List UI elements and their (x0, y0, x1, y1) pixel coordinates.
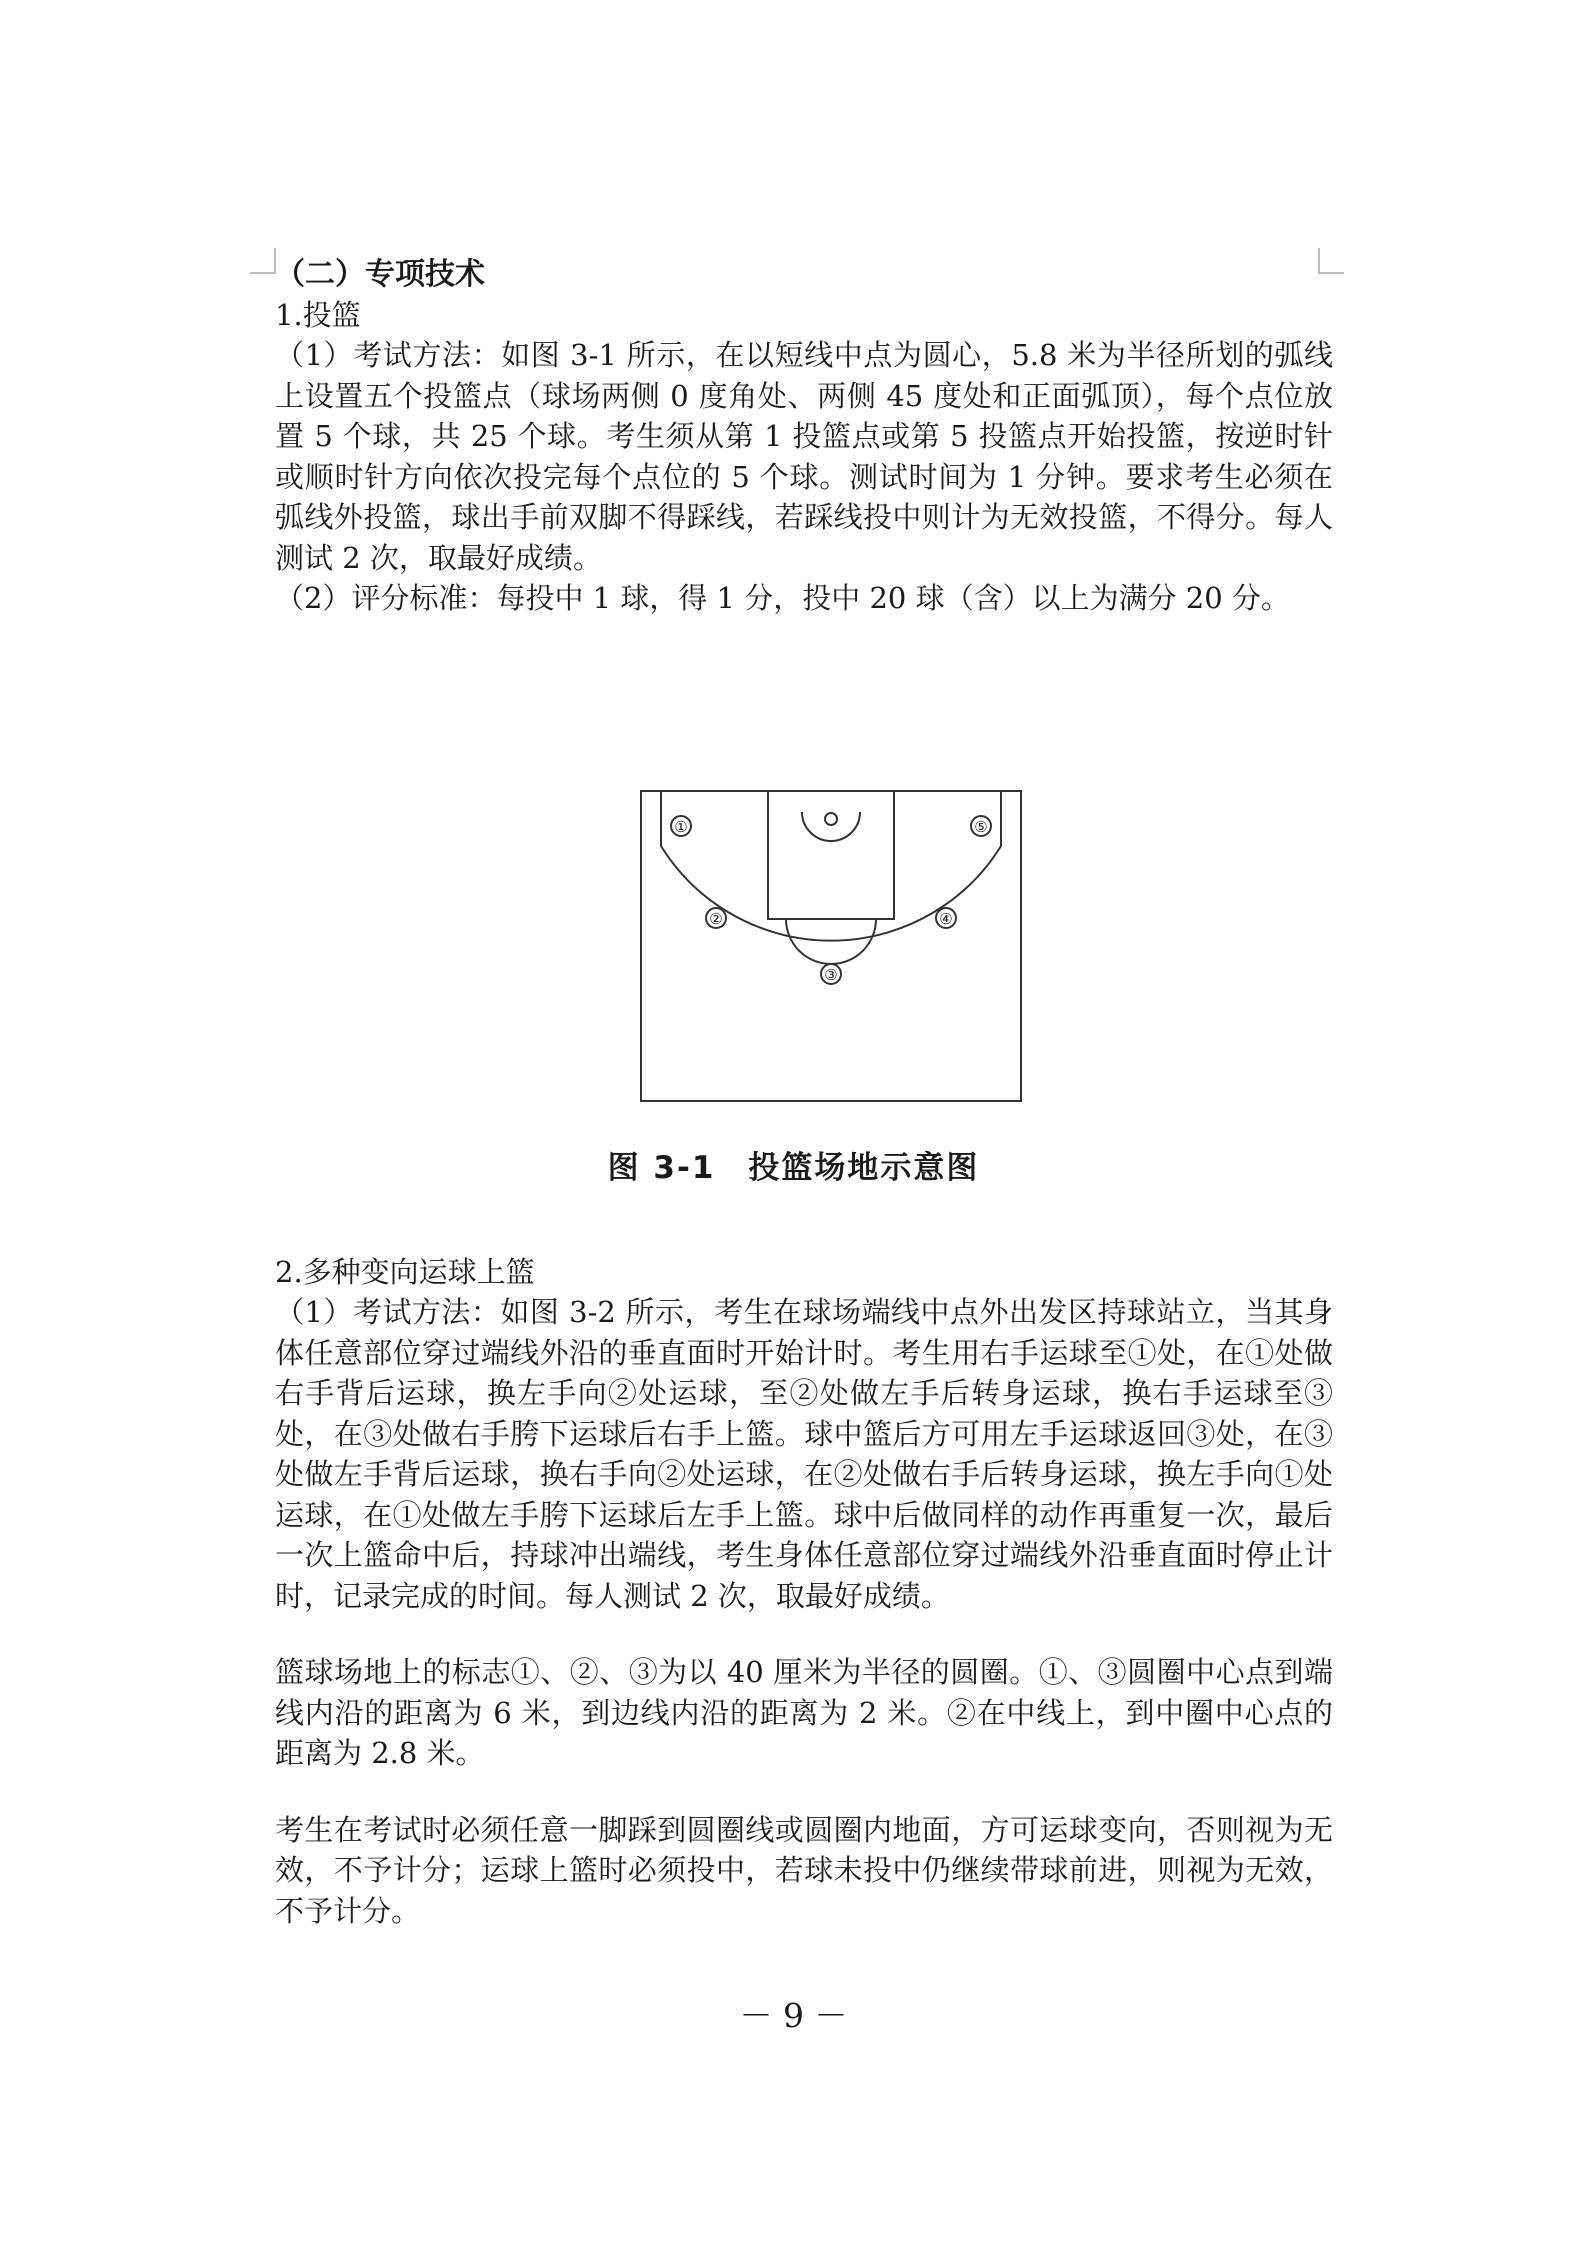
point-label: ② (709, 910, 723, 928)
item2-note-markers: 篮球场地上的标志①、②、③为以 40 厘米为半径的圆圈。①、③圆圈中心点到端线内沿的距离为 6 米，到边线内沿的距离为 2 米。②在中线上，到中圈中心点的距离为 2.8 米。 (275, 1655, 1333, 1770)
shooting-court-diagram (636, 786, 1026, 1106)
item2-title: 2.多种变向运球上篮 (275, 1255, 535, 1289)
point-label: ① (674, 818, 688, 836)
shooting-point-4 (936, 908, 956, 928)
point-label: ④ (939, 910, 953, 928)
margin-mark-top-left (250, 248, 276, 274)
section-2 (275, 1252, 1333, 1931)
section-1 (275, 255, 1333, 619)
item2-note-rules: 考生在考试时必须任意一脚踩到圆圈线或圆圈内地面，方可运球变向，否则视为无效，不予计分；运球上篮时必须投中，若球未投中仍继续带球前进，则视为无效，不予计分。 (275, 1812, 1333, 1928)
point-label: ⑤ (974, 818, 988, 836)
page-number: － 9 － (739, 1996, 848, 2035)
shooting-point-2 (706, 908, 726, 928)
item2-method: （1）考试方法：如图 3-2 所示，考生在球场端线中点外出发区持球站立，当其身体任意部位穿过端线外沿的垂直面时开始计时。考生用右手运球至①处，在①处做右手背后运球，换左手向②处运球，至②处做左手后转身运球，换右手运球至③处，在③处做右手胯下运球后右手上篮。球中篮后方可用左手运球返回③处，在③处做左手背后运球，换右手向②处运球，在②处做右手后转身运球，换左手向①处运球，在①处做左手胯下运球后左手上篮。球中后做同样的动作再重复一次，最后一次上篮命中后，持球冲出端线，考生身体任意部位穿过端线外沿垂直面时停止计时，记录完成的时间。每人测试 2 次，取最好成绩。 (275, 1295, 1333, 1613)
point-label: ③ (824, 966, 838, 984)
figure-caption: 图 3-1 投篮场地示意图 (607, 1150, 980, 1186)
item1-scoring: （2）评分标准：每投中 1 球，得 1 分，投中 20 球（含）以上为满分 20 分。 (275, 581, 1290, 615)
basket-arc (802, 812, 860, 841)
shooting-point-1 (671, 816, 691, 836)
shooting-point-5 (971, 816, 991, 836)
basket-ring (825, 813, 837, 825)
free-throw-lane (768, 791, 894, 919)
item1-title: 1.投篮 (275, 298, 361, 332)
section-title: （二）专项技术 (275, 257, 485, 292)
court-boundary (641, 791, 1021, 1101)
item1-method: （1）考试方法：如图 3-1 所示，在以短线中点为圆心，5.8 米为半径所划的弧线上设置五个投篮点（球场两侧 0 度角处、两侧 45 度处和正面弧顶），每个点位放置 5 个球，共 25 个球。考生须从第 1 投篮点或第 5 投篮点开始投篮，按逆时针或顺时针方向依次投完每个点位的 5 个球。测试时间为 1 分钟。要求考生必须在弧线外投篮，球出手前双脚不得踩线，若踩线投中则计为无效投篮，不得分。每人测试 2 次，取最好成绩。 (275, 338, 1333, 575)
shooting-point-3 (821, 964, 841, 984)
